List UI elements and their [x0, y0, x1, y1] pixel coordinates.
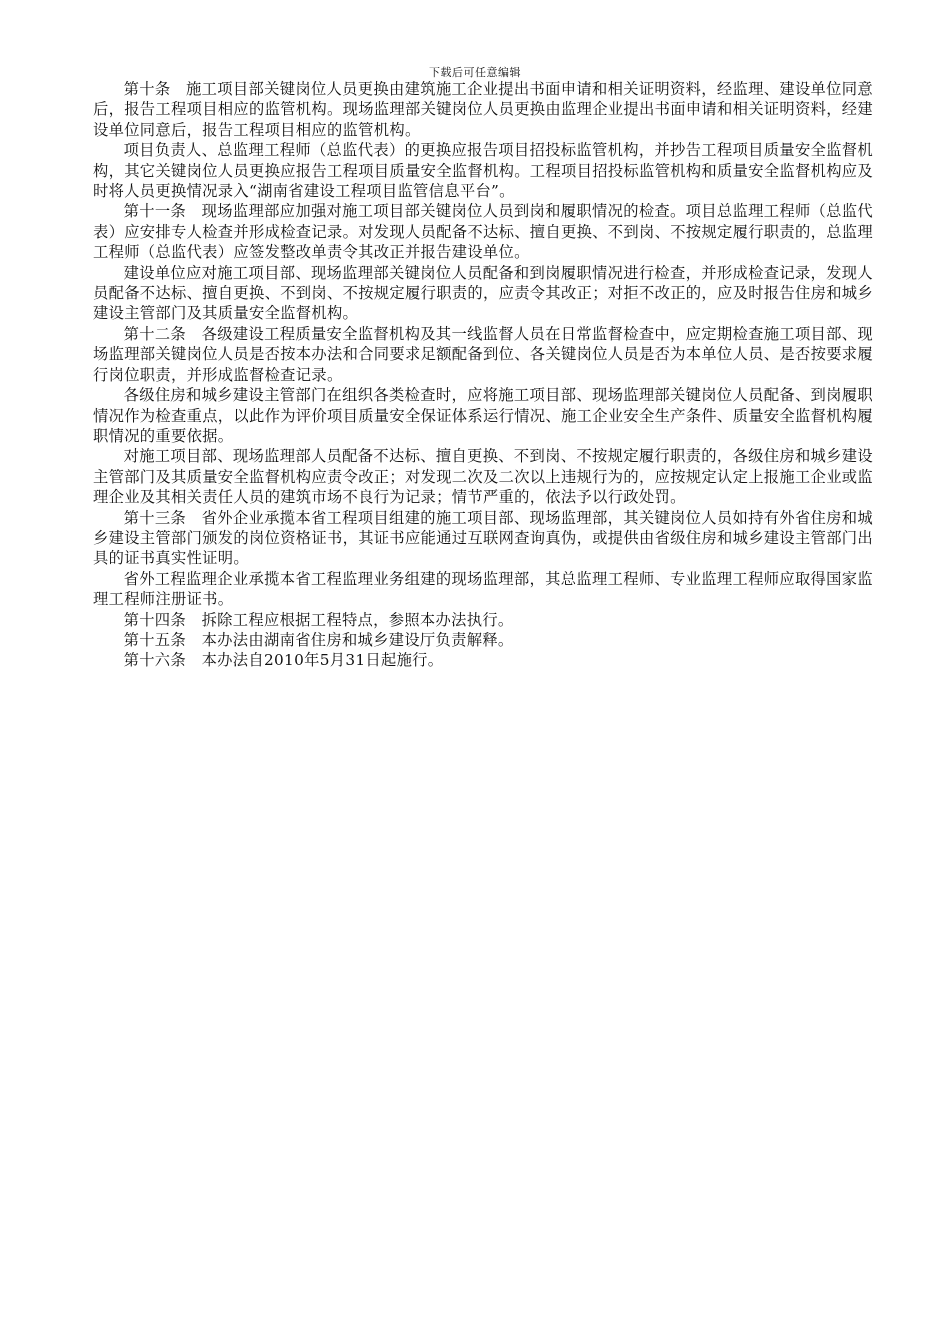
paragraph-article-16: 第十六条 本办法自2010年5月31日起施行。: [123, 651, 444, 670]
paragraph-article-14: 第十四条 拆除工程应根据工程特点，参照本办法执行。: [123, 610, 514, 629]
paragraph-article-12-2: 各级住房和城乡建设主管部门在组织各类检查时，应将施工项目部、现场监理部关键岗位人员配备、到岗履职情况作为检查重点，以此作为评价项目质量安全保证体系运行情况、施工企业安全生产条件、质量安全监督机构履职情况的重要依据。: [93, 386, 873, 445]
paragraph-article-12: 第十二条 各级建设工程质量安全监督机构及其一线监督人员在日常监督检查中，应定期检查施工项目部、现场监理部关键岗位人员是否按本办法和合同要求足额配备到位、各关键岗位人员是否为本单位人员、是否按要求履行岗位职责，并形成监督检查记录。: [93, 324, 873, 384]
paragraph-article-10: 第十条 施工项目部关键岗位人员更换由建筑施工企业提出书面申请和相关证明资料，经监理、建设单位同意后，报告工程项目相应的监管机构。现场监理部关键岗位人员更换由监理企业提出书面申请和相关证明资料，经建设单位同意后，报告工程项目相应的监管机构。: [93, 80, 873, 139]
document-body: [93, 79, 873, 671]
paragraph-article-11: 第十一条 现场监理部应加强对施工项目部关键岗位人员到岗和履职情况的检查。项目总监理工程师（总监代表）应安排专人检查并形成检查记录。对发现人员配备不达标、擅自更换、不到岗、不按规定履行职责的，总监理工程师（总监代表）应签发整改单责令其改正并报告建设单位。: [93, 202, 873, 262]
paragraph-article-10-2: 项目负责人、总监理工程师（总监代表）的更换应报告项目招投标监管机构，并抄告工程项目质量安全监督机构，其它关键岗位人员更换应报告工程项目质量安全监督机构。工程项目招投标监管机构和质量安全监督机构应及时将人员更换情况录入“湖南省建设工程项目监管信息平台”。: [93, 141, 873, 201]
paragraph-article-11-2: 建设单位应对施工项目部、现场监理部关键岗位人员配备和到岗履职情况进行检查，并形成检查记录，发现人员配备不达标、擅自更换、不到岗、不按规定履行职责的，应责令其改正；对拒不改正的，应及时报告住房和城乡建设主管部门及其质量安全监督机构。: [93, 263, 873, 323]
paragraph-article-13: 第十三条 省外企业承揽本省工程项目组建的施工项目部、现场监理部，其关键岗位人员如持有外省住房和城乡建设主管部门颁发的岗位资格证书，其证书应能通过互联网查询真伪，或提供由省级住房和城乡建设主管部门出具的证书真实性证明。: [93, 508, 873, 568]
header-note: 下载后可任意编辑: [429, 66, 521, 79]
paragraph-article-15: 第十五条 本办法由湖南省住房和城乡建设厅负责解释。: [123, 630, 514, 649]
paragraph-article-12-3: 对施工项目部、现场监理部人员配备不达标、擅自更换、不到岗、不按规定履行职责的，各级住房和城乡建设主管部门及其质量安全监督机构应责令改正；对发现二次及二次以上违规行为的，应按规定认定上报施工企业或监理企业及其相关责任人员的建筑市场不良行为记录；情节严重的，依法予以行政处罚。: [93, 447, 873, 507]
paragraph-article-13-2: 省外工程监理企业承揽本省工程监理业务组建的现场监理部，其总监理工程师、专业监理工程师应取得国家监理工程师注册证书。: [93, 569, 873, 609]
